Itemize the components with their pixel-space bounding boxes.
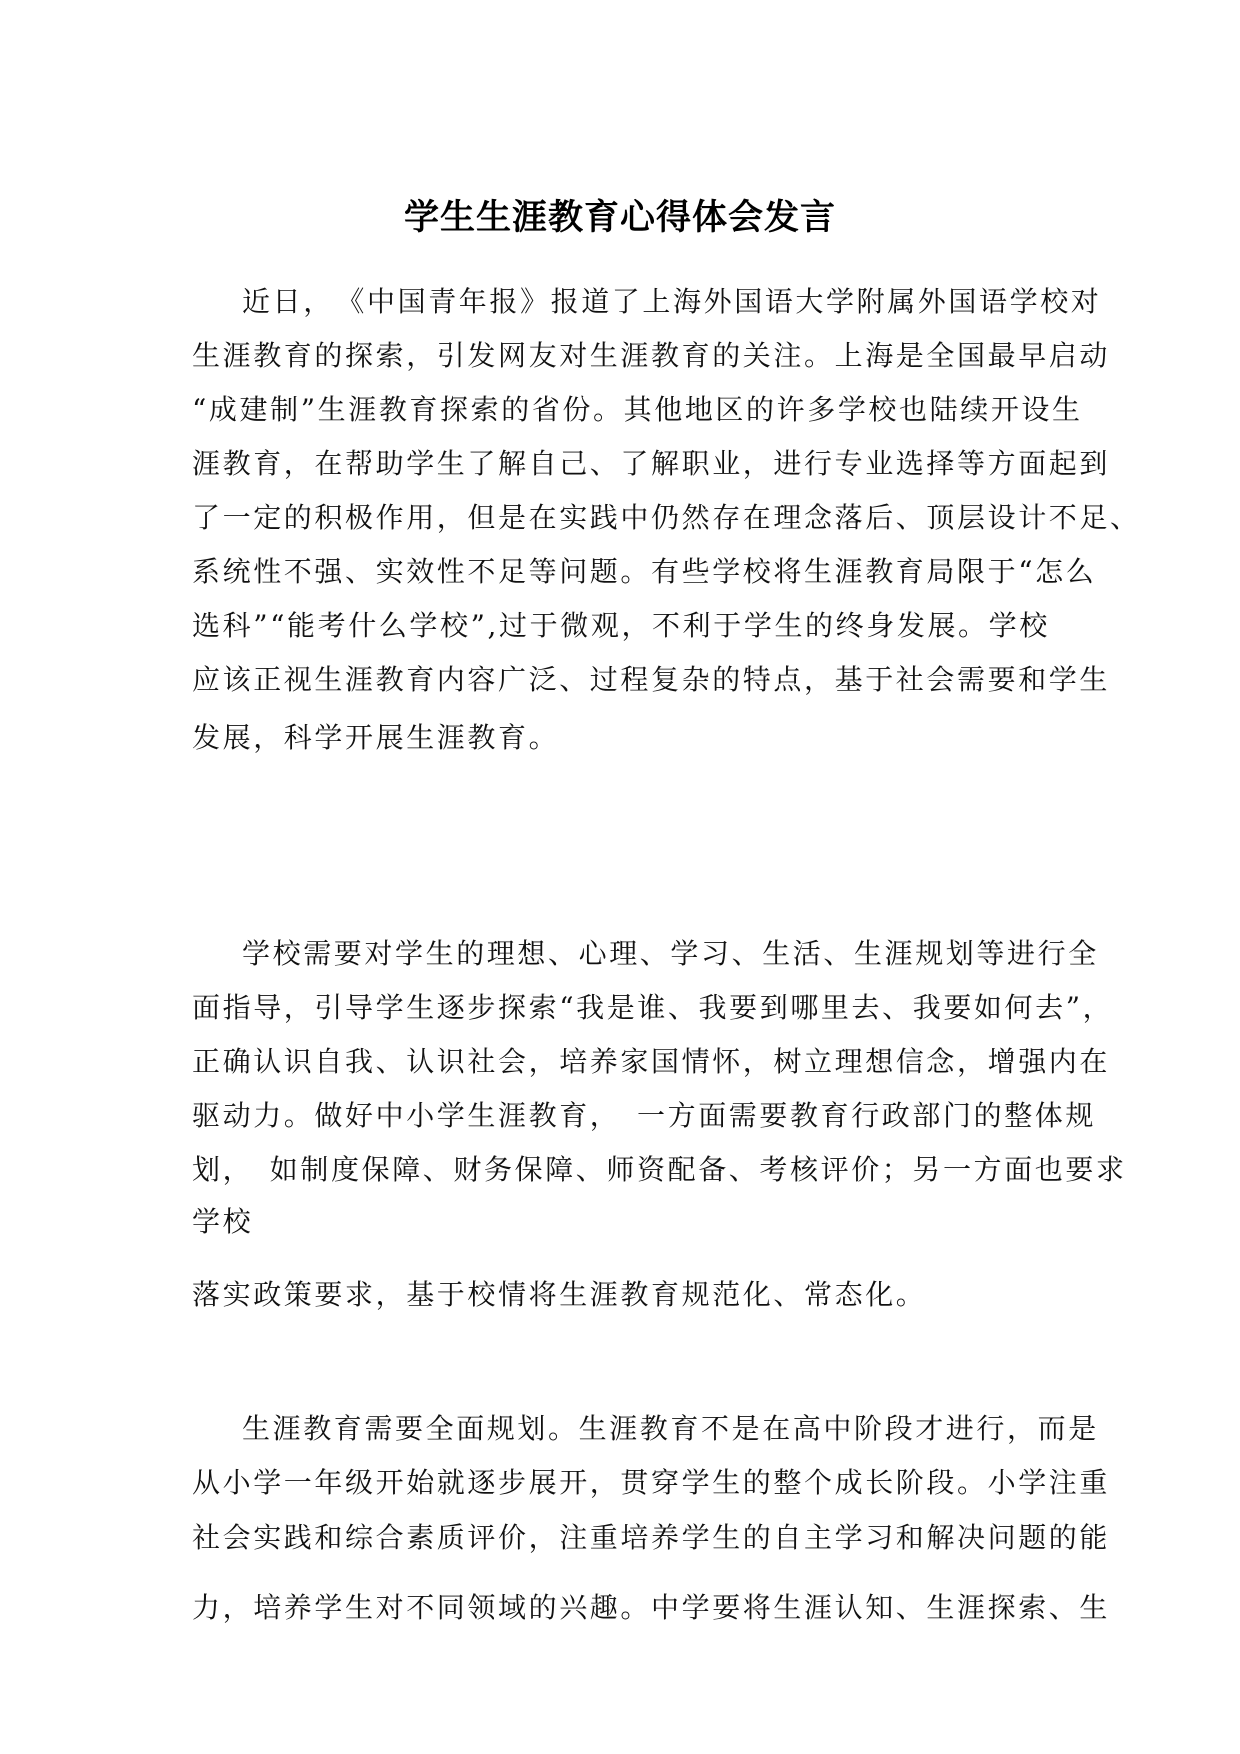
paragraph-1-line-9: 发展，科学开展生涯教育。 [192, 721, 560, 754]
paragraph-2-line-1: 学校需要对学生的理想、心理、学习、生活、生涯规划等进行全 [242, 937, 1099, 970]
paragraph-3-line-4: 力，培养学生对不同领域的兴趣。中学要将生涯认知、生涯探索、生 [192, 1591, 1111, 1624]
paragraph-3-line-2: 从小学一年级开始就逐步展开，贯穿学生的整个成长阶段。小学注重 [192, 1466, 1111, 1499]
paragraph-2-line-2: 面指导，引导学生逐步探索“我是谁、我要到哪里去、我要如何去”， [192, 991, 1114, 1024]
paragraph-3-line-3: 社会实践和综合素质评价，注重培养学生的自主学习和解决问题的能 [192, 1521, 1111, 1554]
document-title: 学生生涯教育心得体会发言 [403, 198, 836, 238]
paragraph-2-line-4: 驱动力。做好中小学生涯教育， 一方面需要教育行政部门的整体规 [192, 1099, 1097, 1132]
paragraph-3-line-1: 生涯教育需要全面规划。生涯教育不是在高中阶段才进行，而是 [242, 1412, 1099, 1445]
paragraph-1-line-3: “成建制”生涯教育探索的省份。其他地区的许多学校也陆续开设生 [192, 393, 1083, 426]
paragraph-2-line-5: 划， 如制度保障、财务保障、师资配备、考核评价；另一方面也要求 [192, 1153, 1127, 1186]
paragraph-1-line-2: 生涯教育的探索，引发网友对生涯教育的关注。上海是全国最早启动 [192, 339, 1111, 372]
paragraph-1-line-8: 应该正视生涯教育内容广泛、过程复杂的特点，基于社会需要和学生 [192, 663, 1111, 696]
paragraph-1-line-7: 选科”“能考什么学校”,过于微观，不利于学生的终身发展。学校 [192, 609, 1050, 642]
paragraph-1-line-6: 系统性不强、实效性不足等问题。有些学校将生涯教育局限于“怎么 [192, 555, 1097, 588]
paragraph-1-line-4: 涯教育，在帮助学生了解自己、了解职业，进行专业选择等方面起到 [192, 447, 1111, 480]
paragraph-2-line-7: 落实政策要求，基于校情将生涯教育规范化、常态化。 [192, 1278, 927, 1311]
paragraph-1-line-5: 了一定的积极作用，但是在实践中仍然存在理念落后、顶层设计不足、 [192, 501, 1141, 534]
paragraph-2-line-6: 学校 [192, 1205, 254, 1238]
paragraph-2-line-3: 正确认识自我、认识社会，培养家国情怀，树立理想信念，增强内在 [192, 1045, 1111, 1078]
paragraph-1-line-1: 近日， 《中国青年报》报道了上海外国语大学附属外国语学校对 [242, 285, 1102, 318]
